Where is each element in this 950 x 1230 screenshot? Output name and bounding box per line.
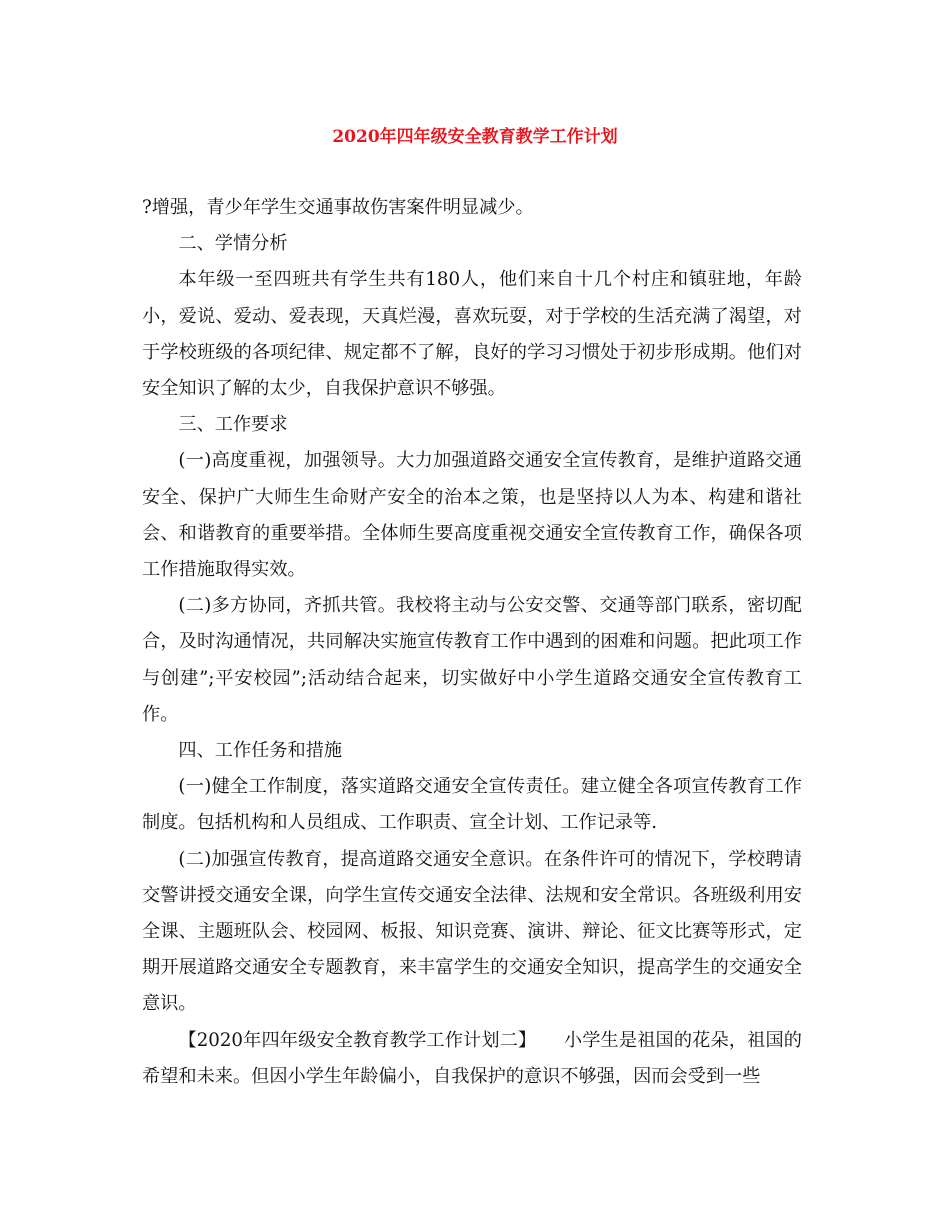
document-title: 2020年四年级安全教育教学工作计划: [332, 127, 618, 147]
paragraph-learning-analysis: 本年级一至四班共有学生共有180人，他们来自十几个村庄和镇驻地，年龄小，爱说、爱动、爱表现，天真烂漫，喜欢玩耍，对于学校的生活充满了渴望，对于学校班级的各项纪律、规定都不了解，良好的学习习惯处于初步形成期。他们对安全知识了解的太少，自我保护意识不够强。: [142, 269, 802, 400]
paragraph-task-1: (一)健全工作制度，落实道路交通安全宣传责任。建立健全各项宣传教育工作制度。包括机构和人员组成、工作职责、宣全计划、工作记录等.: [142, 776, 802, 834]
section-heading-work-requirements: 三、工作要求: [178, 414, 288, 436]
paragraph-requirement-2: (二)多方协同，齐抓共管。我校将主动与公安交警、交通等部门联系，密切配合，及时沟通情况，共同解决实施宣传教育工作中遇到的困难和问题。把此项工作与创建”;平安校园”;活动结合起来，切实做好中小学生道路交通安全宣传教育工作。: [142, 595, 802, 725]
paragraph-requirement-1: (一)高度重视，加强领导。大力加强道路交通安全宣传教育，是维护道路交通安全、保护广大师生生命财产安全的治本之策，也是坚持以人为本、构建和谐社会、和谐教育的重要举措。全体师生要高度重视交通安全宣传教育工作，确保各项工作措施取得实效。: [142, 450, 802, 581]
section-heading-tasks-measures: 四、工作任务和措施: [178, 740, 343, 762]
section-heading-learning-analysis: 二、学情分析: [178, 233, 288, 255]
document-body: [142, 190, 802, 1095]
paragraph-continuation: ?增强，青少年学生交通事故伤害案件明显减少。: [142, 197, 534, 218]
paragraph-task-2: (二)加强宣传教育，提高道路交通安全意识。在条件许可的情况下，学校聘请交警讲授交通安全课，向学生宣传交通安全法律、法规和安全常识。各班级利用安全课、主题班队会、校园网、板报、知识竞赛、演讲、辩论、征文比赛等形式，定期开展道路交通安全专题教育，来丰富学生的交通安全知识，提高学生的交通安全意识。: [142, 848, 802, 1015]
paragraph-plan-two-intro: 【2020年四年级安全教育教学工作计划二】 小学生是祖国的花朵，祖国的希望和未来。但因小学生年龄偏小，自我保护的意识不够强，因而会受到一些: [142, 1029, 802, 1087]
